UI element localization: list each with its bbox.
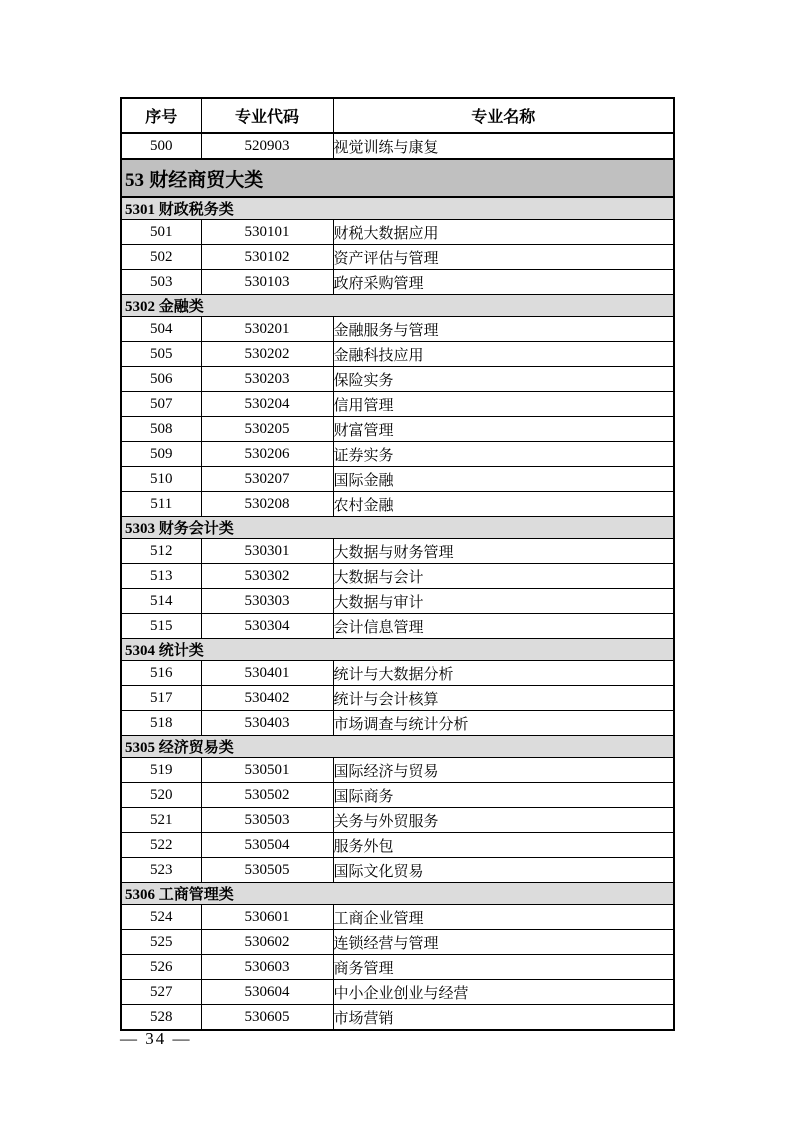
- cell-code: 530304: [201, 614, 333, 639]
- cell-name: 连锁经营与管理: [333, 930, 674, 955]
- subsection-row: [121, 197, 674, 220]
- subsection-label: [121, 197, 674, 220]
- cell-seq: 508: [121, 417, 201, 442]
- table-row: [121, 317, 674, 342]
- cell-name: 财富管理: [333, 417, 674, 442]
- cell-seq: 522: [121, 833, 201, 858]
- cell-code: 530302: [201, 564, 333, 589]
- cell-name: 视觉训练与康复: [333, 133, 674, 159]
- cell-seq: 511: [121, 492, 201, 517]
- cell-name: 中小企业创业与经营: [333, 980, 674, 1005]
- table-row: [121, 133, 674, 159]
- cell-name: 服务外包: [333, 833, 674, 858]
- cell-name: 农村金融: [333, 492, 674, 517]
- cell-name: 统计与会计核算: [333, 686, 674, 711]
- cell-seq: 506: [121, 367, 201, 392]
- subsection-label: [121, 736, 674, 758]
- table-body: [121, 133, 674, 1030]
- page-number: — 34 —: [120, 1029, 192, 1048]
- table-row: [121, 858, 674, 883]
- cell-seq: 500: [121, 133, 201, 159]
- cell-code: 530402: [201, 686, 333, 711]
- subsection-label: [121, 295, 674, 317]
- cell-seq: 505: [121, 342, 201, 367]
- cell-code: 530301: [201, 539, 333, 564]
- cell-name: 财税大数据应用: [333, 220, 674, 245]
- subsection-title: 财政税务类: [155, 202, 234, 218]
- cell-code: 530601: [201, 905, 333, 930]
- table-row: [121, 783, 674, 808]
- cell-code: 530303: [201, 589, 333, 614]
- cell-seq: 521: [121, 808, 201, 833]
- cell-code: 530505: [201, 858, 333, 883]
- table-row: [121, 905, 674, 930]
- table-row: [121, 589, 674, 614]
- cell-code: 530201: [201, 317, 333, 342]
- cell-code: 530208: [201, 492, 333, 517]
- cell-code: 530103: [201, 270, 333, 295]
- subsection-row: [121, 639, 674, 661]
- table-row: [121, 342, 674, 367]
- table-row: [121, 614, 674, 639]
- cell-name: 金融服务与管理: [333, 317, 674, 342]
- subsection-code: 5305: [125, 740, 155, 756]
- table-row: [121, 539, 674, 564]
- subsection-title: 工商管理类: [155, 887, 234, 903]
- cell-name: 会计信息管理: [333, 614, 674, 639]
- cell-name: 工商企业管理: [333, 905, 674, 930]
- subsection-row: [121, 295, 674, 317]
- cell-seq: 514: [121, 589, 201, 614]
- table-row: [121, 833, 674, 858]
- cell-name: 大数据与会计: [333, 564, 674, 589]
- cell-seq: 516: [121, 661, 201, 686]
- section-code: 53: [125, 169, 144, 191]
- column-header-seq: 序号: [121, 98, 201, 133]
- table-header-row: [121, 98, 674, 133]
- cell-name: 大数据与财务管理: [333, 539, 674, 564]
- column-header-major-code: 专业代码: [201, 98, 333, 133]
- cell-name: 政府采购管理: [333, 270, 674, 295]
- subsection-title: 经济贸易类: [155, 740, 234, 756]
- cell-name: 证券实务: [333, 442, 674, 467]
- cell-name: 保险实务: [333, 367, 674, 392]
- cell-seq: 501: [121, 220, 201, 245]
- cell-name: 大数据与审计: [333, 589, 674, 614]
- cell-seq: 519: [121, 758, 201, 783]
- table-row: [121, 442, 674, 467]
- cell-code: 530204: [201, 392, 333, 417]
- cell-code: 530206: [201, 442, 333, 467]
- column-header-major-name: 专业名称: [333, 98, 674, 133]
- cell-seq: 503: [121, 270, 201, 295]
- table-row: [121, 392, 674, 417]
- cell-code: 520903: [201, 133, 333, 159]
- cell-seq: 523: [121, 858, 201, 883]
- cell-seq: 517: [121, 686, 201, 711]
- section-label: [121, 159, 674, 197]
- cell-seq: 504: [121, 317, 201, 342]
- table-row: [121, 930, 674, 955]
- cell-seq: 513: [121, 564, 201, 589]
- cell-seq: 502: [121, 245, 201, 270]
- subsection-row: [121, 517, 674, 539]
- subsection-code: 5302: [125, 299, 155, 315]
- cell-code: 530403: [201, 711, 333, 736]
- cell-name: 市场营销: [333, 1005, 674, 1031]
- cell-seq: 510: [121, 467, 201, 492]
- cell-name: 国际文化贸易: [333, 858, 674, 883]
- subsection-code: 5306: [125, 887, 155, 903]
- cell-name: 国际金融: [333, 467, 674, 492]
- table-row: [121, 467, 674, 492]
- cell-code: 530501: [201, 758, 333, 783]
- cell-name: 国际商务: [333, 783, 674, 808]
- cell-code: 530102: [201, 245, 333, 270]
- table-row: [121, 686, 674, 711]
- cell-seq: 526: [121, 955, 201, 980]
- cell-seq: 525: [121, 930, 201, 955]
- table-row: [121, 220, 674, 245]
- subsection-row: [121, 736, 674, 758]
- cell-code: 530205: [201, 417, 333, 442]
- cell-code: 530207: [201, 467, 333, 492]
- cell-code: 530504: [201, 833, 333, 858]
- cell-seq: 527: [121, 980, 201, 1005]
- cell-name: 统计与大数据分析: [333, 661, 674, 686]
- table-row: [121, 417, 674, 442]
- subsection-title: 金融类: [155, 299, 204, 315]
- cell-code: 530503: [201, 808, 333, 833]
- cell-code: 530602: [201, 930, 333, 955]
- cell-name: 金融科技应用: [333, 342, 674, 367]
- cell-seq: 528: [121, 1005, 201, 1031]
- subsection-title: 统计类: [155, 643, 204, 659]
- table-row: [121, 711, 674, 736]
- table-row: [121, 564, 674, 589]
- cell-seq: 512: [121, 539, 201, 564]
- cell-seq: 507: [121, 392, 201, 417]
- subsection-code: 5304: [125, 643, 155, 659]
- subsection-code: 5301: [125, 202, 155, 218]
- cell-name: 信用管理: [333, 392, 674, 417]
- table-row: [121, 980, 674, 1005]
- subsection-label: [121, 639, 674, 661]
- table-row: [121, 245, 674, 270]
- cell-code: 530401: [201, 661, 333, 686]
- table-row: [121, 661, 674, 686]
- subsection-label: [121, 883, 674, 905]
- cell-code: 530604: [201, 980, 333, 1005]
- table-row: [121, 1005, 674, 1031]
- table-row: [121, 270, 674, 295]
- subsection-title: 财务会计类: [155, 521, 234, 537]
- cell-seq: 520: [121, 783, 201, 808]
- table-row: [121, 955, 674, 980]
- table-row: [121, 758, 674, 783]
- majors-code-table: [120, 97, 675, 1031]
- cell-seq: 524: [121, 905, 201, 930]
- table-row: [121, 367, 674, 392]
- cell-name: 国际经济与贸易: [333, 758, 674, 783]
- cell-seq: 509: [121, 442, 201, 467]
- cell-name: 资产评估与管理: [333, 245, 674, 270]
- table-row: [121, 492, 674, 517]
- subsection-code: 5303: [125, 521, 155, 537]
- section-title: 财经商贸大类: [144, 169, 264, 191]
- cell-code: 530603: [201, 955, 333, 980]
- cell-name: 商务管理: [333, 955, 674, 980]
- cell-seq: 518: [121, 711, 201, 736]
- cell-code: 530202: [201, 342, 333, 367]
- cell-code: 530101: [201, 220, 333, 245]
- table-row: [121, 808, 674, 833]
- cell-seq: 515: [121, 614, 201, 639]
- subsection-label: [121, 517, 674, 539]
- cell-code: 530203: [201, 367, 333, 392]
- section-row: [121, 159, 674, 197]
- cell-name: 市场调查与统计分析: [333, 711, 674, 736]
- cell-code: 530502: [201, 783, 333, 808]
- cell-name: 关务与外贸服务: [333, 808, 674, 833]
- subsection-row: [121, 883, 674, 905]
- cell-code: 530605: [201, 1005, 333, 1031]
